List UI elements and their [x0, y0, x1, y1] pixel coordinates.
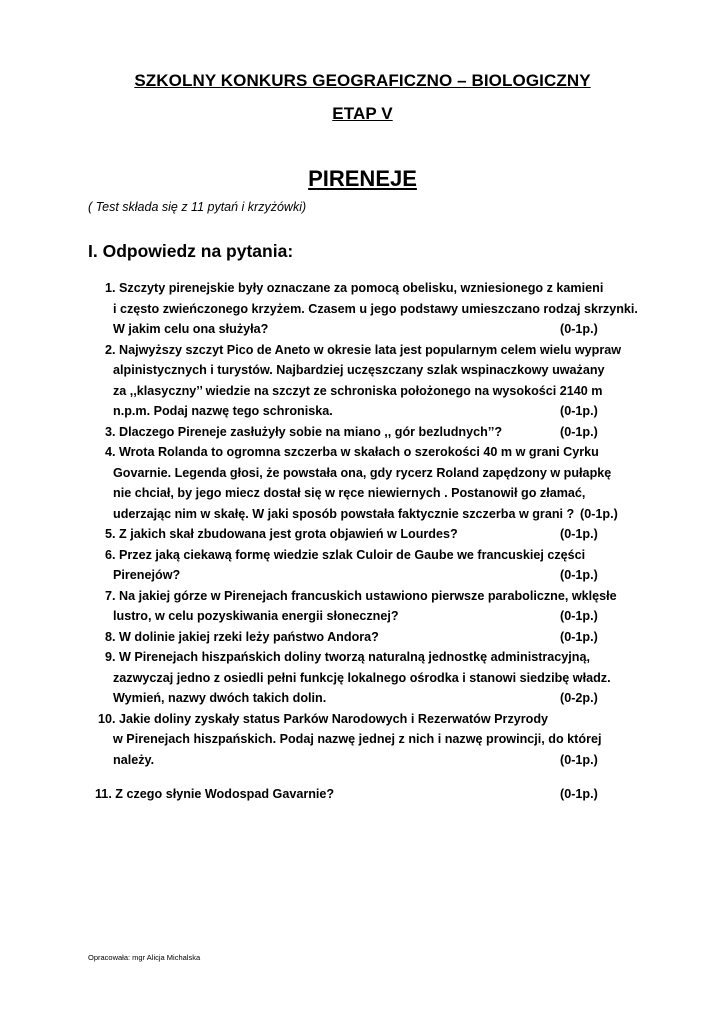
question-9-line-3: Wymień, nazwy dwóch takich dolin. [113, 691, 327, 705]
test-subtitle: ( Test składa się z 11 pytań i krzyżówki) [88, 200, 307, 214]
question-10-line-2: w Pirenejach hiszpańskich. Podaj nazwę jednej z nich i nazwę prowincji, do której [113, 732, 602, 746]
question-9-line-2: zazwyczaj jedno z osiedli pełni funkcję lokalnego ośrodka i stanowi siedzibę władz. [113, 671, 611, 685]
question-7-line-2: lustro, w celu pozyskiwania energii słonecznej? [113, 609, 399, 623]
section-heading: I. Odpowiedz na pytania: [88, 241, 294, 261]
question-4-points: (0-1p.) [580, 507, 618, 521]
question-4-line-2: Govarnie. Legenda głosi, że powstała ona, gdy rycerz Roland zapędzony w pułapkę [113, 466, 612, 480]
question-11-points: (0-1p.) [560, 787, 598, 801]
question-5-points: (0-1p.) [560, 527, 598, 541]
author-footer: Opracowała: mgr Alicja Michalska [88, 953, 201, 962]
question-1-line-1: 1. Szczyty pirenejskie były oznaczane za pomocą obelisku, wzniesionego z kamieni [105, 281, 604, 295]
question-2-line-3: za ,,klasyczny’’ wiedzie na szczyt ze schroniska położonego na wysokości 2140 m [113, 384, 603, 398]
question-4-line-4: uderzając nim w skałę. W jaki sposób powstała faktycznie szczerba w grani ? [113, 507, 575, 521]
page-title: PIRENEJE [308, 166, 417, 191]
question-3-points: (0-1p.) [560, 425, 598, 439]
question-9-line-1: 9. W Pirenejach hiszpańskich doliny tworzą naturalną jednostkę administracyjną, [105, 650, 590, 664]
question-1-line-3: W jakim celu ona służyła? [113, 322, 269, 336]
question-11-line-1: 11. Z czego słynie Wodospad Gavarnie? [95, 787, 335, 801]
question-6-line-1: 6. Przez jaką ciekawą formę wiedzie szlak Culoir de Gaube we francuskiej części [105, 548, 586, 562]
question-2-line-1: 2. Najwyższy szczyt Pico de Aneto w okresie lata jest popularnym celem wielu wypraw [105, 343, 622, 357]
question-2-line-2: alpinistycznych i turystów. Najbardziej uczęszczany szlak wspinaczkowy uważany [113, 363, 605, 377]
question-2-line-4: n.p.m. Podaj nazwę tego schroniska. [113, 404, 333, 418]
question-7-points: (0-1p.) [560, 609, 598, 623]
question-10-line-1: 10. Jakie doliny zyskały status Parków Narodowych i Rezerwatów Przyrody [98, 712, 549, 726]
question-7-line-1: 7. Na jakiej górze w Pirenejach francuskich ustawiono pierwsze paraboliczne, wklęsłe [105, 589, 617, 603]
question-8-line-1: 8. W dolinie jakiej rzeki leży państwo Andora? [105, 630, 379, 644]
stage-title: ETAP V [332, 104, 393, 123]
question-10-line-3: należy. [113, 753, 155, 767]
question-1-points: (0-1p.) [560, 322, 598, 336]
question-4-line-1: 4. Wrota Rolanda to ogromna szczerba w skałach o szerokości 40 m w grani Cyrku [105, 445, 599, 459]
question-10-points: (0-1p.) [560, 753, 598, 767]
question-4-line-3: nie chciał, by jego miecz dostał się w ręce niewiernych . Postanowił go złamać, [113, 486, 586, 500]
question-6-line-2: Pirenejów? [113, 568, 181, 582]
question-8-points: (0-1p.) [560, 630, 598, 644]
question-1-line-2: i często zwieńczonego krzyżem. Czasem u jego podstawy umieszczano rodzaj skrzynki. [113, 302, 638, 316]
question-9-points: (0-2p.) [560, 691, 598, 705]
question-2-points: (0-1p.) [560, 404, 598, 418]
question-3-line-1: 3. Dlaczego Pireneje zasłużyły sobie na miano ,, gór bezludnych’’? [105, 425, 503, 439]
question-6-points: (0-1p.) [560, 568, 598, 582]
question-5-line-1: 5. Z jakich skał zbudowana jest grota objawień w Lourdes? [105, 527, 458, 541]
contest-title: SZKOLNY KONKURS GEOGRAFICZNO – BIOLOGICZNY [134, 71, 591, 90]
